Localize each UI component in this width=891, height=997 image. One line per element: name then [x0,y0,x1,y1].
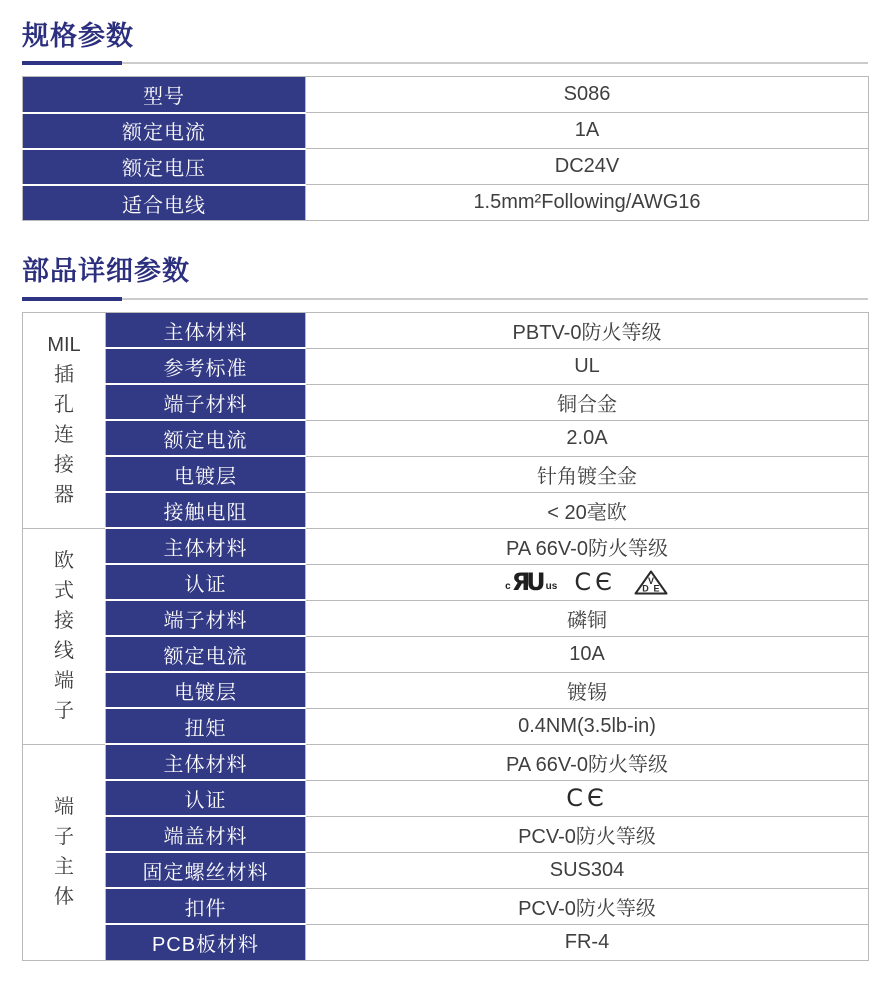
table-row [23,492,869,528]
component-group-cell [23,744,106,960]
group-label-line: 接 [54,610,74,633]
title-underline [22,297,868,301]
group-label-line: 式 [54,580,74,603]
specifications-table [22,76,869,221]
svg-text:D: D [642,583,649,594]
spec-label-cell: 端子材料 [106,600,306,636]
table-row [23,708,869,744]
ce-certification-icon: CЄ [574,568,616,597]
spec-value-cell: 2.0A [306,420,869,456]
table-row [23,924,869,960]
spec-label-cell: 电镀层 [106,456,306,492]
group-label-line: 主 [54,856,74,879]
table-row [23,149,869,185]
table-row [23,780,869,816]
table-row [23,384,869,420]
title-underline [22,61,868,65]
spec-label-cell: 扭矩 [106,708,306,744]
svg-text:V: V [647,575,654,586]
vde-certification-icon [633,569,669,596]
underline-gray-line [22,62,868,64]
spec-label-cell: 适合电线 [23,185,306,221]
ul-ru-letters: ЯU [511,568,542,597]
spec-label-cell: 参考标准 [106,348,306,384]
spec-label-cell: 认证 [106,780,306,816]
table-row [23,312,869,348]
component-group-cell [23,312,106,528]
section-title-part-details: 部品详细参数 [22,256,190,287]
spec-value-cell: 10A [306,636,869,672]
underline-accent-bar [22,297,122,301]
group-label-line: 孔 [54,394,74,417]
underline-accent-bar [22,61,122,65]
part-details-table [22,312,869,961]
spec-label-cell: 额定电压 [23,149,306,185]
component-group-cell [23,528,106,744]
spec-value-cell: 0.4NM(3.5lb-in) [306,708,869,744]
ul-us-letters: us [545,581,558,593]
spec-value-cell: 镀锡 [306,672,869,708]
spec-value-cell: PCV-0防火等级 [306,816,869,852]
table-row [23,672,869,708]
group-label-line: 连 [54,424,74,447]
spec-label-cell: 端盖材料 [106,816,306,852]
certification-logo-row [566,784,608,813]
table-row [23,185,869,221]
spec-value-cell: DC24V [306,149,869,185]
group-label-line: 子 [54,700,74,723]
group-label-line: 子 [54,826,74,849]
table-row [23,564,869,600]
spec-value-cell: SUS304 [306,852,869,888]
spec-value-cell: 1A [306,113,869,149]
spec-label-cell: 额定电流 [106,420,306,456]
section-part-details [22,255,868,960]
table-row [23,744,869,780]
svg-text:E: E [653,583,660,594]
spec-value-cell [306,780,869,816]
spec-label-cell: 扣件 [106,888,306,924]
spec-value-cell: 磷铜 [306,600,869,636]
group-label-line: 线 [54,640,74,663]
spec-value-cell: 1.5mm²Following/AWG16 [306,185,869,221]
spec-label-cell: 主体材料 [106,312,306,348]
underline-gray-line [22,298,868,300]
group-label-line: 端 [54,670,74,693]
group-label-line: 欧 [54,550,74,573]
spec-label-cell: 额定电流 [23,113,306,149]
certification-logo-row [505,569,669,596]
table-row [23,113,869,149]
table-row [23,852,869,888]
spec-label-cell: 主体材料 [106,528,306,564]
spec-label-cell: 型号 [23,77,306,113]
spec-value-cell: 铜合金 [306,384,869,420]
ce-certification-icon: CЄ [566,784,608,813]
table-row [23,636,869,672]
spec-value-cell: S086 [306,77,869,113]
table-row [23,888,869,924]
spec-value-cell: PA 66V-0防火等级 [306,528,869,564]
spec-value-cell [306,564,869,600]
group-label-line: 插 [54,364,74,387]
spec-label-cell: 认证 [106,564,306,600]
table-row [23,348,869,384]
spec-value-cell: PBTV-0防火等级 [306,312,869,348]
spec-label-cell: 主体材料 [106,744,306,780]
table-row [23,77,869,113]
spec-value-cell: PA 66V-0防火等级 [306,744,869,780]
cULus-certification-icon [505,568,558,597]
table-row [23,420,869,456]
spec-label-cell: 端子材料 [106,384,306,420]
group-label-line: 端 [54,796,74,819]
spec-value-cell: UL [306,348,869,384]
spec-value-cell: < 20毫欧 [306,492,869,528]
table-row [23,528,869,564]
section-specifications [22,20,868,221]
spec-label-cell: 固定螺丝材料 [106,852,306,888]
spec-label-cell: 电镀层 [106,672,306,708]
spec-value-cell: FR-4 [306,924,869,960]
table-row [23,816,869,852]
group-label-line: 体 [54,886,74,909]
group-label-line: 接 [54,454,74,477]
section-title-specifications: 规格参数 [22,21,134,51]
spec-value-cell: 针角镀全金 [306,456,869,492]
spec-value-cell: PCV-0防火等级 [306,888,869,924]
table-row [23,456,869,492]
table-row [23,600,869,636]
ul-c-letter: c [505,581,511,593]
group-label-line: 器 [54,484,74,507]
spec-label-cell: 接触电阻 [106,492,306,528]
spec-label-cell: 额定电流 [106,636,306,672]
spec-label-cell: PCB板材料 [106,924,306,960]
group-label-line: MIL [47,334,81,357]
